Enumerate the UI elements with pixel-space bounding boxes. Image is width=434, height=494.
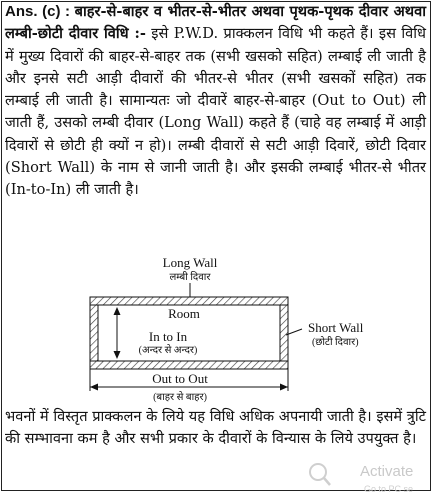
answer-label: Ans. (c) : xyxy=(5,3,75,20)
short-wall-hindi-label: (छोटी दिवार) xyxy=(312,337,359,348)
room-label: Room xyxy=(168,306,200,321)
out-to-out-label: Out to Out xyxy=(152,371,208,386)
out-to-out-hindi-label: (बाहर से बाहर) xyxy=(153,392,207,403)
conclusion-text: भवनों में विस्तृत प्राक्कलन के लिये यह विधि अधिक अपनायी जाती है। इसमें त्रुटि की सम्भावना कम है और सभी प्रकार के दीवारों के विन्यास के लिये उपयुक्त है। xyxy=(5,408,426,448)
long-wall-hindi-label: लम्बी दिवार xyxy=(169,272,211,283)
search-icon xyxy=(310,464,326,480)
left-short-wall xyxy=(90,305,98,361)
in-to-in-arrow-up xyxy=(114,307,121,315)
method-heading: बाहर-से-बाहर व भीतर-से-भीतर अथवा पृथक-पृथक दीवार अथवा लम्बी-छोटी दीवार विधि :- xyxy=(5,3,426,43)
long-wall-label: Long Wall xyxy=(162,255,218,270)
top-long-wall xyxy=(90,297,288,305)
in-to-in-hindi-label: (अन्दर से अन्दर) xyxy=(138,345,198,356)
conclusion-paragraph xyxy=(5,406,426,451)
wall-diagram xyxy=(0,252,434,412)
short-wall-label: Short Wall xyxy=(308,320,364,335)
right-short-wall xyxy=(280,305,288,361)
out-to-out-arrow-right xyxy=(280,384,288,391)
in-to-in-arrow-down xyxy=(114,351,121,359)
watermark-text: Activate xyxy=(360,463,414,480)
watermark-subtext: Go to PC se xyxy=(364,484,414,494)
method-description: इसे P.W.D. प्राक्कलन विधि भी कहते हैं। इस विधि में मुख्य दिवारों की बाहर-से-बाहर तक (सभी खसको सहित) लम्बाई ली जाती है और इनसे सटी आड़ी दीवारों की भीतर-से भीतर (सभी खसकों सहित) तक लम्बाई ली जाती है। सामान्यतः जो दीवारें बाहर-से-बाहर (Out to Out) ली जाती हैं, उसको लम्बी दीवार (Long Wall) कहते हैं (चाहे वह लम्बाई में आड़ी दिवारों से छोटी ही क्यों न हो)। लम्बी दीवारों से सटी आड़ी दिवारें, छोटी दिवार (Short Wall) के नाम से जानी जाती है। और इसकी लम्बाई भीतर-से भीतर (In-to-In) ली जाती है। xyxy=(5,25,426,199)
answer-paragraph xyxy=(5,1,426,202)
out-to-out-arrow-left xyxy=(90,384,98,391)
in-to-in-label: In to In xyxy=(148,329,188,344)
bottom-long-wall xyxy=(90,361,288,369)
